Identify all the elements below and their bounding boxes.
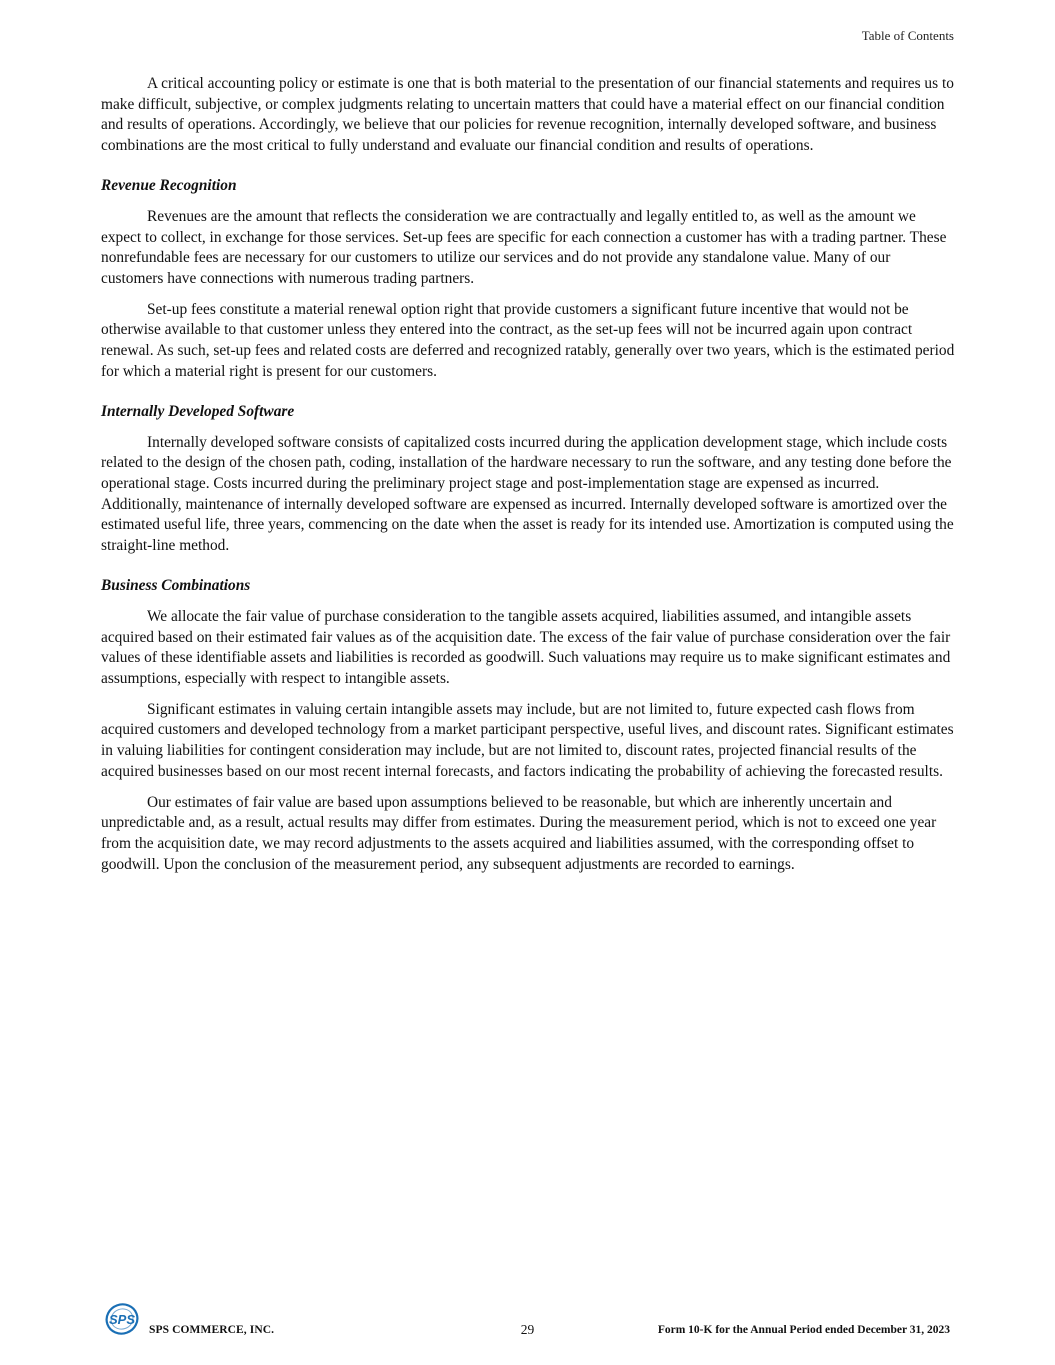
intro-paragraph: A critical accounting policy or estimate is one that is both material to the presentation of our financial statements and requires us to make difficult, subjective, or complex judgments relating to uncertain matters that could have a material effect on our financial condition and results of operations. Accordingly, we believe that our policies for revenue recognition, internally developed software, and business combinations are the most critical to fully understand and evaluate our financial condition and results of operations.	[101, 75, 954, 154]
section-heading: Internally Developed Software	[101, 403, 295, 421]
page-content	[101, 74, 955, 886]
intro-section	[101, 74, 955, 156]
paragraph: Internally developed software consists of capitalized costs incurred during the application development stage, which include costs related to the design of the chosen path, coding, installation of the hardware necessary to run the software, and any testing done before the operational stage. Costs incurred during the preliminary project stage and post-implementation stage are expensed as incurred. Additionally, maintenance of internally developed software are expensed as incurred. Internally developed software is amortized over the estimated useful life, three years, commencing on the date when the asset is ready for its intended use. Amortization is computed using the straight-line method.	[101, 433, 954, 554]
page-footer	[0, 1300, 1055, 1345]
section-heading: Revenue Recognition	[101, 177, 237, 195]
paragraph: Revenues are the amount that reflects the consideration we are contractually and legally entitled to, as well as the amount we expect to collect, in exchange for those services. Set-up fees are specific for each connection a customer has with a trading partner. These nonrefundable fees are necessary for our customers to utilize our services and do not provide any standalone value. Many of our customers have connections with numerous trading partners.	[101, 207, 947, 287]
form-label: Form 10-K for the Annual Period ended December 31, 2023	[657, 1324, 950, 1336]
company-name: SPS COMMERCE, INC.	[149, 1324, 275, 1336]
paragraph: Our estimates of fair value are based upon assumptions believed to be reasonable, but which are inherently uncertain and unpredictable and, as a result, actual results may differ from estimates. During the measurement period, which is not to exceed one year from the acquisition date, we may record adjustments to the assets acquired and liabilities assumed, with the corresponding offset to goodwill. Upon the conclusion of the measurement period, any subsequent adjustments are recorded to earnings.	[101, 793, 937, 873]
section-revenue-recognition	[101, 176, 955, 382]
paragraph: Set-up fees constitute a material renewal option right that provide customers a significant future incentive that would not be otherwise available to that customer unless they entered into the contract, as the set-up fees will not be incurred again upon contract renewal. As such, set-up fees and related costs are deferred and recognized ratably, generally over two years, which is the estimated period for which a material right is present for our customers.	[101, 300, 955, 380]
section-business-combinations	[101, 576, 955, 875]
section-internally-developed-software	[101, 402, 955, 556]
paragraph: We allocate the fair value of purchase consideration to the tangible assets acquired, liabilities assumed, and intangible assets acquired based on their estimated fair values as of the acquisition date. The excess of the fair value of purchase consideration over the fair values of these identifiable assets and liabilities is recorded as goodwill. Such valuations may require us to make significant estimates and assumptions, especially with respect to intangible assets.	[101, 607, 951, 687]
section-heading: Business Combinations	[101, 577, 251, 595]
logo-text: SPS	[108, 1312, 136, 1327]
paragraph: Significant estimates in valuing certain intangible assets may include, but are not limited to, future expected cash flows from acquired customers and developed technology from a market participant perspective, useful lives, and discount rates. Significant estimates in valuing liabilities for contingent consideration may include, but are not limited to, discount rates, projected financial results of the acquired businesses based on our most recent internal forecasts, and factors indicating the probability of achieving the forecasted results.	[101, 700, 954, 780]
page-number: 29	[520, 1322, 535, 1337]
table-of-contents-link[interactable]: Table of Contents	[861, 28, 954, 43]
